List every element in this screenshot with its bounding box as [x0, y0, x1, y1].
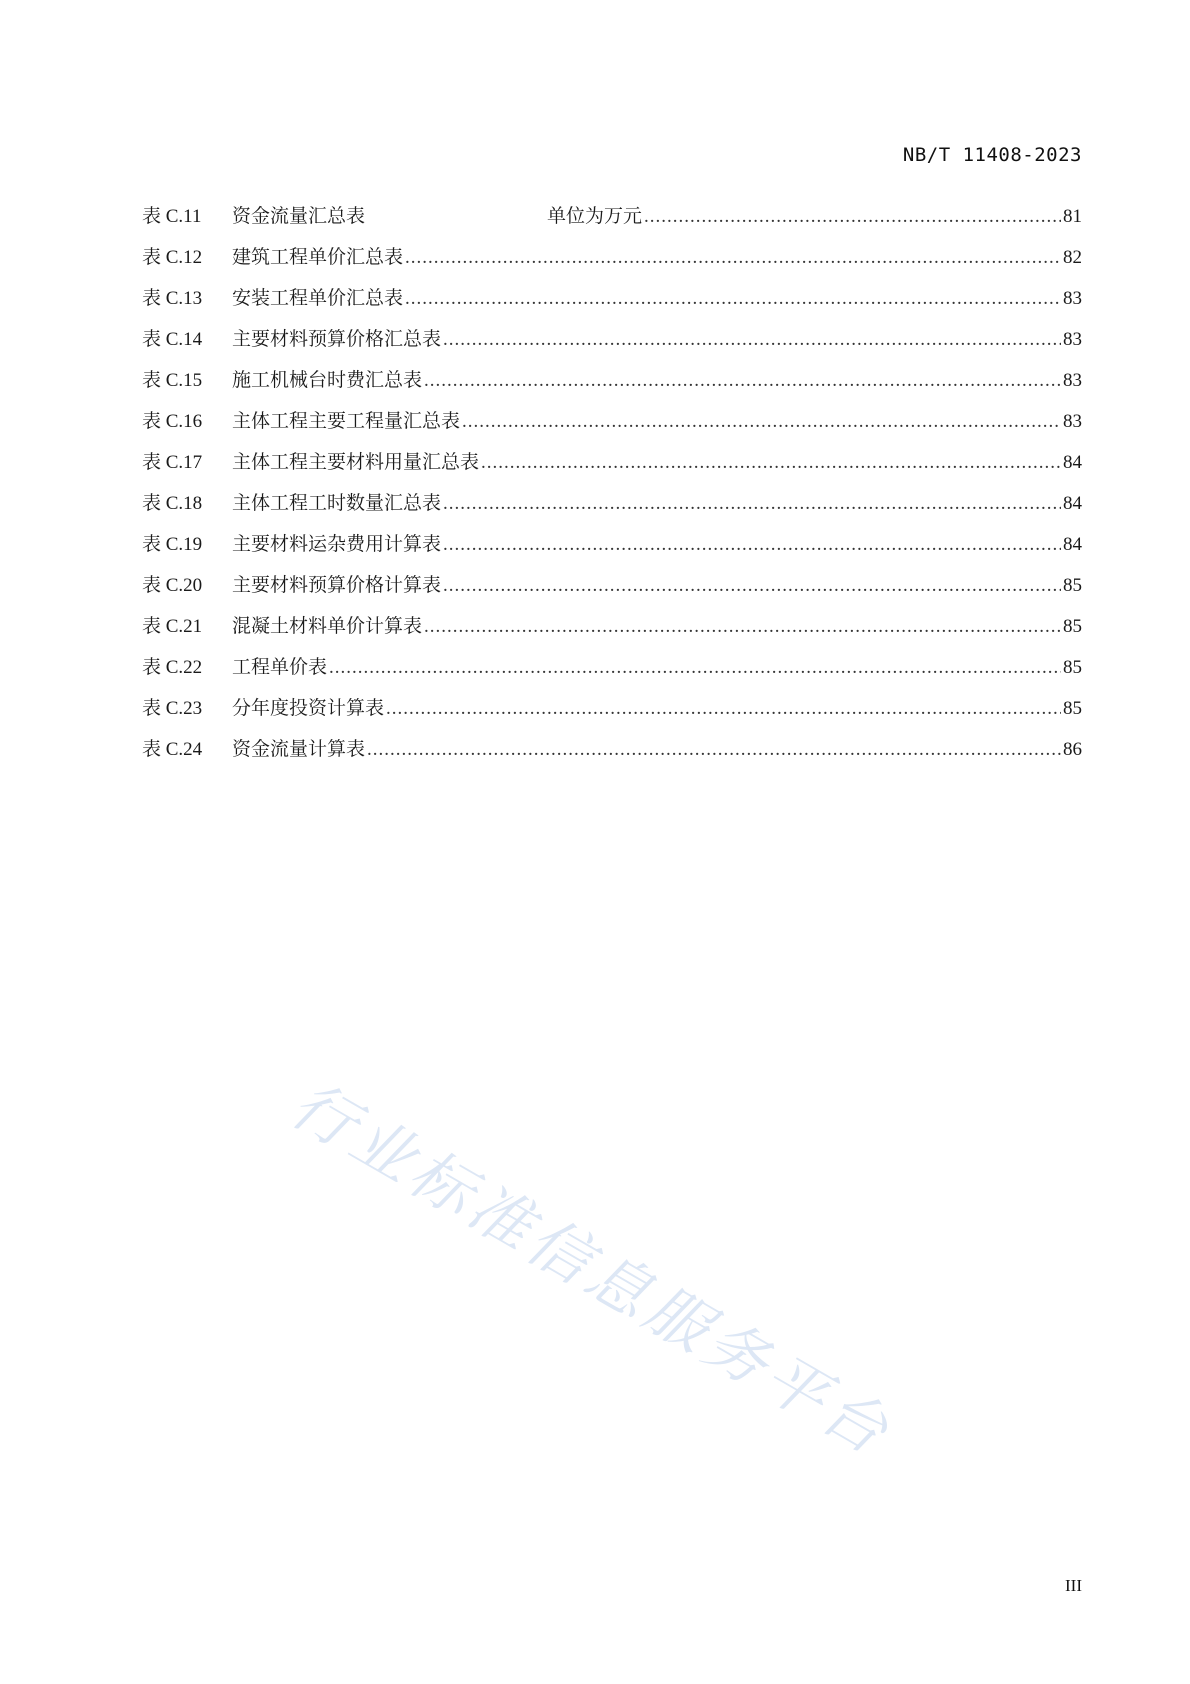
toc-entry-page: 85 [1063, 575, 1082, 596]
toc-dot-leader [443, 319, 1061, 360]
toc-dot-leader [386, 688, 1061, 729]
toc-entry-page: 84 [1063, 452, 1082, 473]
toc-entry-page: 83 [1063, 329, 1082, 350]
toc-dot-leader [424, 606, 1061, 647]
toc-entry-title: 主体工程主要工程量汇总表 [232, 410, 461, 432]
toc-entry-c19[interactable] [142, 524, 1082, 565]
toc-dot-leader [443, 565, 1061, 606]
toc-entry-number: 表 C.11 [142, 206, 202, 227]
toc-entry-title: 主要材料预算价格计算表 [232, 574, 442, 596]
toc-entry-title: 资金流量计算表 [232, 738, 366, 760]
toc-entry-c24[interactable] [142, 729, 1082, 770]
toc-entry-c21[interactable] [142, 606, 1082, 647]
toc-entry-page: 82 [1063, 247, 1082, 268]
toc-entry-number: 表 C.21 [142, 616, 203, 637]
toc-entry-number: 表 C.15 [142, 370, 203, 391]
toc-entry-title: 资金流量汇总表 [232, 205, 366, 227]
toc-entry-title: 混凝土材料单价计算表 [232, 615, 423, 637]
toc-entry-c20[interactable] [142, 565, 1082, 606]
toc-entry-title: 主体工程主要材料用量汇总表 [232, 451, 480, 473]
toc-entry-page: 85 [1063, 657, 1082, 678]
toc-entry-title: 施工机械台时费汇总表 [232, 369, 423, 391]
toc-entry-c14[interactable] [142, 319, 1082, 360]
toc-entry-title: 主要材料运杂费用计算表 [232, 533, 442, 555]
toc-entry-c22[interactable] [142, 647, 1082, 688]
toc-dot-leader [481, 442, 1061, 483]
toc-entry-number: 表 C.24 [142, 739, 203, 760]
toc-entry-number: 表 C.17 [142, 452, 203, 473]
toc-entry-page: 83 [1063, 288, 1082, 309]
toc-entry-number: 表 C.13 [142, 288, 203, 309]
toc-dot-leader [405, 237, 1061, 278]
toc-entry-number: 表 C.12 [142, 247, 203, 268]
toc-dot-leader [424, 360, 1061, 401]
toc-entry-page: 83 [1063, 370, 1082, 391]
toc-dot-leader [443, 483, 1061, 524]
toc-dot-leader [329, 647, 1061, 688]
toc-entry-c15[interactable] [142, 360, 1082, 401]
toc-dot-leader [462, 401, 1061, 442]
toc-entry-number: 表 C.23 [142, 698, 203, 719]
toc-dot-leader [443, 524, 1061, 565]
toc-entry-c11[interactable] [142, 196, 1082, 237]
toc-entry-page: 84 [1063, 493, 1082, 514]
toc-entry-page: 86 [1063, 739, 1082, 760]
page-number: III [1065, 1576, 1082, 1595]
toc-entry-page: 81 [1063, 206, 1082, 227]
toc-entry-page: 85 [1063, 698, 1082, 719]
toc-entry-number: 表 C.16 [142, 411, 203, 432]
toc-entry-page: 85 [1063, 616, 1082, 637]
toc-entry-number: 表 C.22 [142, 657, 203, 678]
toc-entry-unit-note: 单位为万元 [547, 205, 643, 227]
toc-entry-title: 主要材料预算价格汇总表 [232, 328, 442, 350]
toc-entry-c13[interactable] [142, 278, 1082, 319]
toc-entry-c23[interactable] [142, 688, 1082, 729]
toc-entry-number: 表 C.20 [142, 575, 203, 596]
toc-entry-title: 主体工程工时数量汇总表 [232, 492, 442, 514]
table-of-contents [142, 196, 1082, 770]
toc-entry-page: 83 [1063, 411, 1082, 432]
toc-entry-number: 表 C.14 [142, 329, 203, 350]
toc-dot-leader [405, 278, 1061, 319]
toc-entry-c16[interactable] [142, 401, 1082, 442]
toc-entry-title: 安装工程单价汇总表 [232, 287, 404, 309]
toc-entry-page: 84 [1063, 534, 1082, 555]
toc-entry-title: 分年度投资计算表 [232, 697, 385, 719]
toc-entry-title: 工程单价表 [232, 656, 328, 678]
toc-entry-title: 建筑工程单价汇总表 [232, 246, 404, 268]
watermark: 行业标准信息服务平台 [279, 1067, 905, 1471]
toc-entry-number: 表 C.18 [142, 493, 203, 514]
toc-entry-c17[interactable] [142, 442, 1082, 483]
document-code: NB/T 11408-2023 [902, 144, 1082, 166]
toc-entry-number: 表 C.19 [142, 534, 203, 555]
toc-dot-leader [644, 196, 1061, 237]
toc-entry-c18[interactable] [142, 483, 1082, 524]
toc-entry-c12[interactable] [142, 237, 1082, 278]
toc-dot-leader [367, 729, 1061, 770]
